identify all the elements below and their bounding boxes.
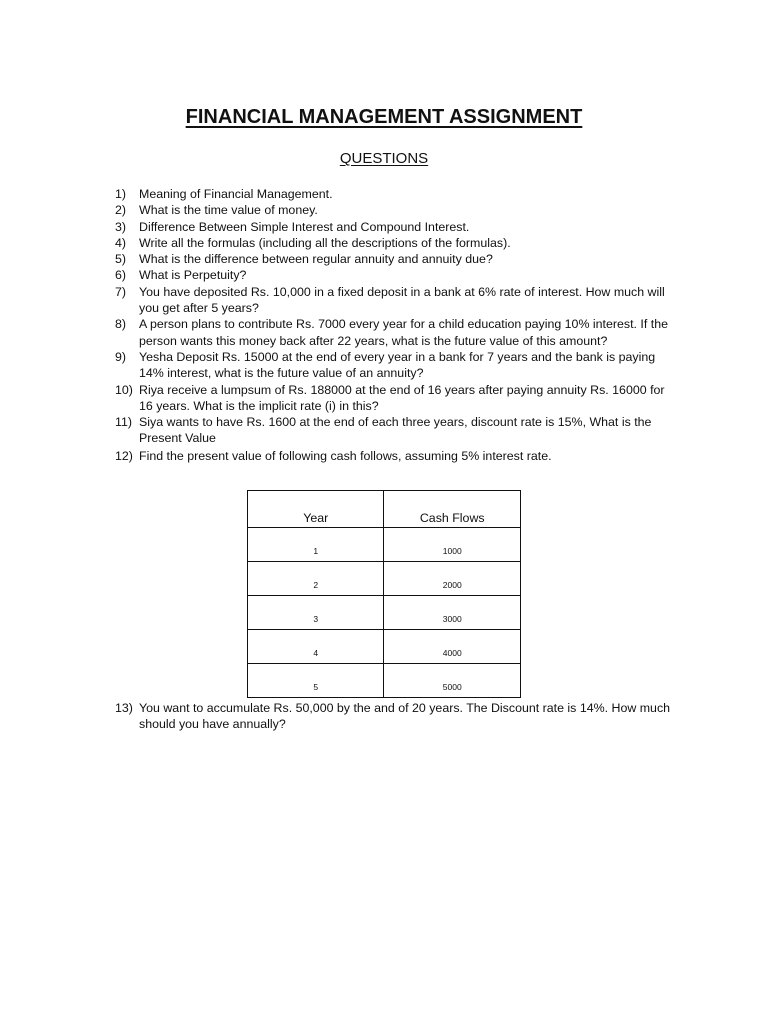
question-item-13 [115, 700, 675, 733]
question-text: You have deposited Rs. 10,000 in a fixed deposit in a bank at 6% rate of interest. How much will you get after 5 years? [139, 284, 665, 316]
table-row [248, 596, 521, 630]
document-subtitle [0, 149, 768, 169]
question-number: 11) [115, 415, 132, 430]
cell-cash-flow: 5000 [384, 664, 521, 698]
question-text: A person plans to contribute Rs. 7000 every year for a child education paying 10% interest. If the person wants this money back after 22 years, what is the future value of this amount? [139, 317, 668, 348]
question-number: 10) [115, 382, 133, 397]
question-text: You want to accumulate Rs. 50,000 by the and of 20 years. The Discount rate is 14%. How much should you have annually? [139, 701, 671, 732]
question-number: 2) [115, 203, 127, 218]
question-number: 7) [115, 284, 127, 299]
question-text: Difference Between Simple Interest and Compound Interest. [139, 219, 470, 234]
question-text: Write all the formulas (including all the descriptions of the formulas). [139, 235, 511, 250]
question-text: Siya wants to have Rs. 1600 at the end of each three years, discount rate is 15%, What is the Present Value [139, 415, 652, 446]
question-item-4 [115, 235, 675, 251]
cell-cash-flow: 3000 [384, 596, 521, 630]
document-title-text: FINANCIAL MANAGEMENT ASSIGNMENT [185, 106, 583, 128]
question-item-5 [115, 251, 675, 267]
question-text: What is the difference between regular annuity and annuity due? [139, 252, 493, 267]
question-number: 9) [115, 349, 127, 364]
cell-year: 3 [248, 596, 384, 630]
question-text: Meaning of Financial Management. [139, 187, 333, 201]
question-number: 12) [115, 448, 133, 463]
table-row [248, 528, 521, 562]
question-item-8 [115, 316, 675, 349]
cell-year: 2 [248, 562, 384, 596]
question-item-10 [115, 382, 675, 415]
question-item-1 [115, 186, 675, 202]
table-row [248, 562, 521, 596]
question-list [115, 186, 675, 464]
question-item-12 [115, 448, 675, 464]
table-row [248, 630, 521, 664]
question-item-11 [115, 414, 675, 447]
table-header-row [248, 491, 521, 528]
question-number: 6) [115, 268, 127, 283]
question-item-2 [115, 202, 675, 218]
column-header-year: Year [248, 491, 384, 528]
column-header-cash-flows: Cash Flows [384, 491, 521, 528]
question-item-7 [115, 284, 675, 317]
cell-cash-flow: 4000 [384, 630, 521, 664]
question-number: 13) [115, 701, 133, 715]
question-item-9 [115, 349, 675, 382]
table-row [248, 664, 521, 698]
question-text: Yesha Deposit Rs. 15000 at the end of every year in a bank for 7 years and the bank is paying 14% interest, what is the future value of an annuity? [139, 349, 656, 381]
cell-cash-flow: 2000 [384, 562, 521, 596]
question-text: Find the present value of following cash follows, assuming 5% interest rate. [139, 448, 552, 463]
question-text: What is Perpetuity? [139, 268, 247, 283]
question-item-3 [115, 219, 675, 235]
question-item-6 [115, 267, 675, 283]
question-number: 3) [115, 219, 127, 234]
question-text: Riya receive a lumpsum of Rs. 188000 at the end of 16 years after paying annuity Rs. 16000 for 16 years. What is the implicit rate (i) in this? [139, 382, 665, 413]
question-number: 5) [115, 252, 127, 267]
cash-flow-table [247, 490, 521, 698]
question-number: 4) [115, 235, 127, 250]
document-subtitle-text: QUESTIONS [339, 150, 429, 167]
document-title [0, 104, 768, 130]
cell-year: 4 [248, 630, 384, 664]
cell-cash-flow: 1000 [384, 528, 521, 562]
question-number: 8) [115, 317, 127, 332]
cell-year: 1 [248, 528, 384, 562]
question-number: 1) [115, 187, 127, 201]
question-text: What is the time value of money. [139, 203, 318, 218]
cell-year: 5 [248, 664, 384, 698]
